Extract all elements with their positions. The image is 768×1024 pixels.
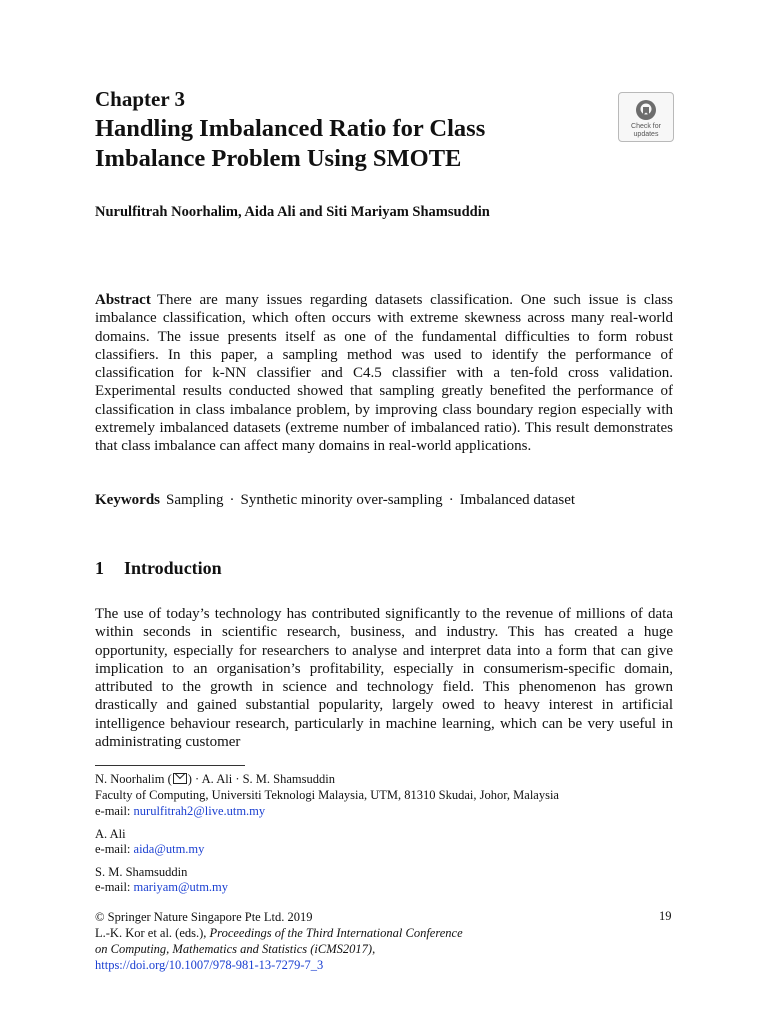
email-link-1[interactable]: nurulfitrah2@live.utm.my (133, 804, 266, 818)
editors: L.-K. Kor et al. (eds.), (95, 926, 207, 940)
email-line-2 (95, 841, 695, 857)
section-number: 1 (95, 558, 104, 578)
bookmark-ring-icon (634, 98, 658, 122)
section-heading (95, 558, 222, 579)
author-list: Nurulfitrah Noorhalim, Aida Ali and Siti Mariyam Shamsuddin (95, 204, 490, 220)
keywords-label: Keywords (95, 492, 160, 508)
doi-link[interactable]: https://doi.org/10.1007/978-981-13-7279-7_3 (95, 958, 324, 972)
keyword-separator: · (448, 492, 454, 508)
email-link-2[interactable]: aida@utm.my (133, 842, 205, 856)
email-label: e-mail: (95, 880, 131, 894)
corresponding-author: N. Noorhalim (95, 772, 165, 786)
check-for-updates-badge[interactable] (618, 92, 674, 142)
citation-line-2: on Computing, Mathematics and Statistics (iCMS2017), (95, 942, 376, 956)
keywords (95, 492, 575, 509)
introduction-paragraph: The use of today’s technology has contributed significantly to the revenue of millions of data within seconds in scientific research, business, and industry. This has created a huge opportunity, especially for researchers to analyse and interpret data into a form that can give implication to an organisation’s profitability, especially in consumerism-specific domain, attributed to the growth in science and technology field. This phenomenon has grown drastically and gained substantial popularity, largely owed to heavy interest in artificial intelligence behaviour research, particularly in machine learning, which can be very useful in administrating customer (95, 606, 673, 750)
badge-line-1: Check for (631, 123, 661, 130)
abstract-text: There are many issues regarding datasets classification. One such issue is class imbalance classification, which often occurs with extreme skewness across many real-world domains. The issue presents itself as one of the fundamental difficulties to form robust classifiers. In this paper, a sampling method was used to identify the performance of classification for k-NN classifier and C4.5 classifier with a ten-fold cross validation. Experimental results conducted showed that sampling greatly benefited the performance of classification in class imbalance problem, by improving class boundary region especially with extremely imbalanced datasets (extreme number of imbalanced ratio). This result demonstrates that class imbalance can affect many domains in real-world applications. (95, 292, 673, 454)
email-label: e-mail: (95, 842, 131, 856)
email-line-3 (95, 879, 695, 895)
citation-line-1 (95, 925, 695, 941)
chapter-label: Chapter 3 (95, 87, 186, 111)
copyright-notice: © Springer Nature Singapore Pte Ltd. 2019 (95, 910, 313, 924)
coauthors: · A. Ali · S. M. Shamsuddin (195, 772, 335, 786)
footnote-author-3: S. M. Shamsuddin (95, 865, 188, 879)
proceedings-title-1: Proceedings of the Third International Conference (209, 926, 463, 940)
affiliation: Faculty of Computing, Universiti Teknologi Malaysia, UTM, 81310 Skudai, Johor, Malaysia (95, 788, 559, 802)
footnote-divider (95, 765, 245, 766)
keyword-item: Imbalanced dataset (459, 492, 576, 508)
email-link-3[interactable]: mariyam@utm.my (133, 880, 229, 894)
keyword-item: Sampling (166, 492, 224, 508)
proceedings-title-2: on Computing, Mathematics and Statistics (iCMS2017) (95, 942, 373, 956)
abstract-label: Abstract (95, 292, 151, 308)
keyword-separator: · (229, 492, 235, 508)
email-line-1 (95, 803, 695, 819)
keyword-item: Synthetic minority over-sampling (240, 492, 443, 508)
page-number: 19 (659, 909, 672, 923)
abstract (95, 291, 673, 455)
doi-line (95, 957, 695, 973)
chapter-title: Handling Imbalanced Ratio for Class Imbalance Problem Using SMOTE (95, 115, 486, 172)
badge-line-2: updates (633, 130, 659, 138)
email-label: e-mail: (95, 804, 131, 818)
envelope-icon (173, 773, 187, 784)
footnote-authors: N. Noorhalim ( ) · A. Ali · S. M. Shamsuddin (95, 772, 335, 786)
section-title: Introduction (124, 558, 222, 578)
footnote-author-2: A. Ali (95, 827, 126, 841)
